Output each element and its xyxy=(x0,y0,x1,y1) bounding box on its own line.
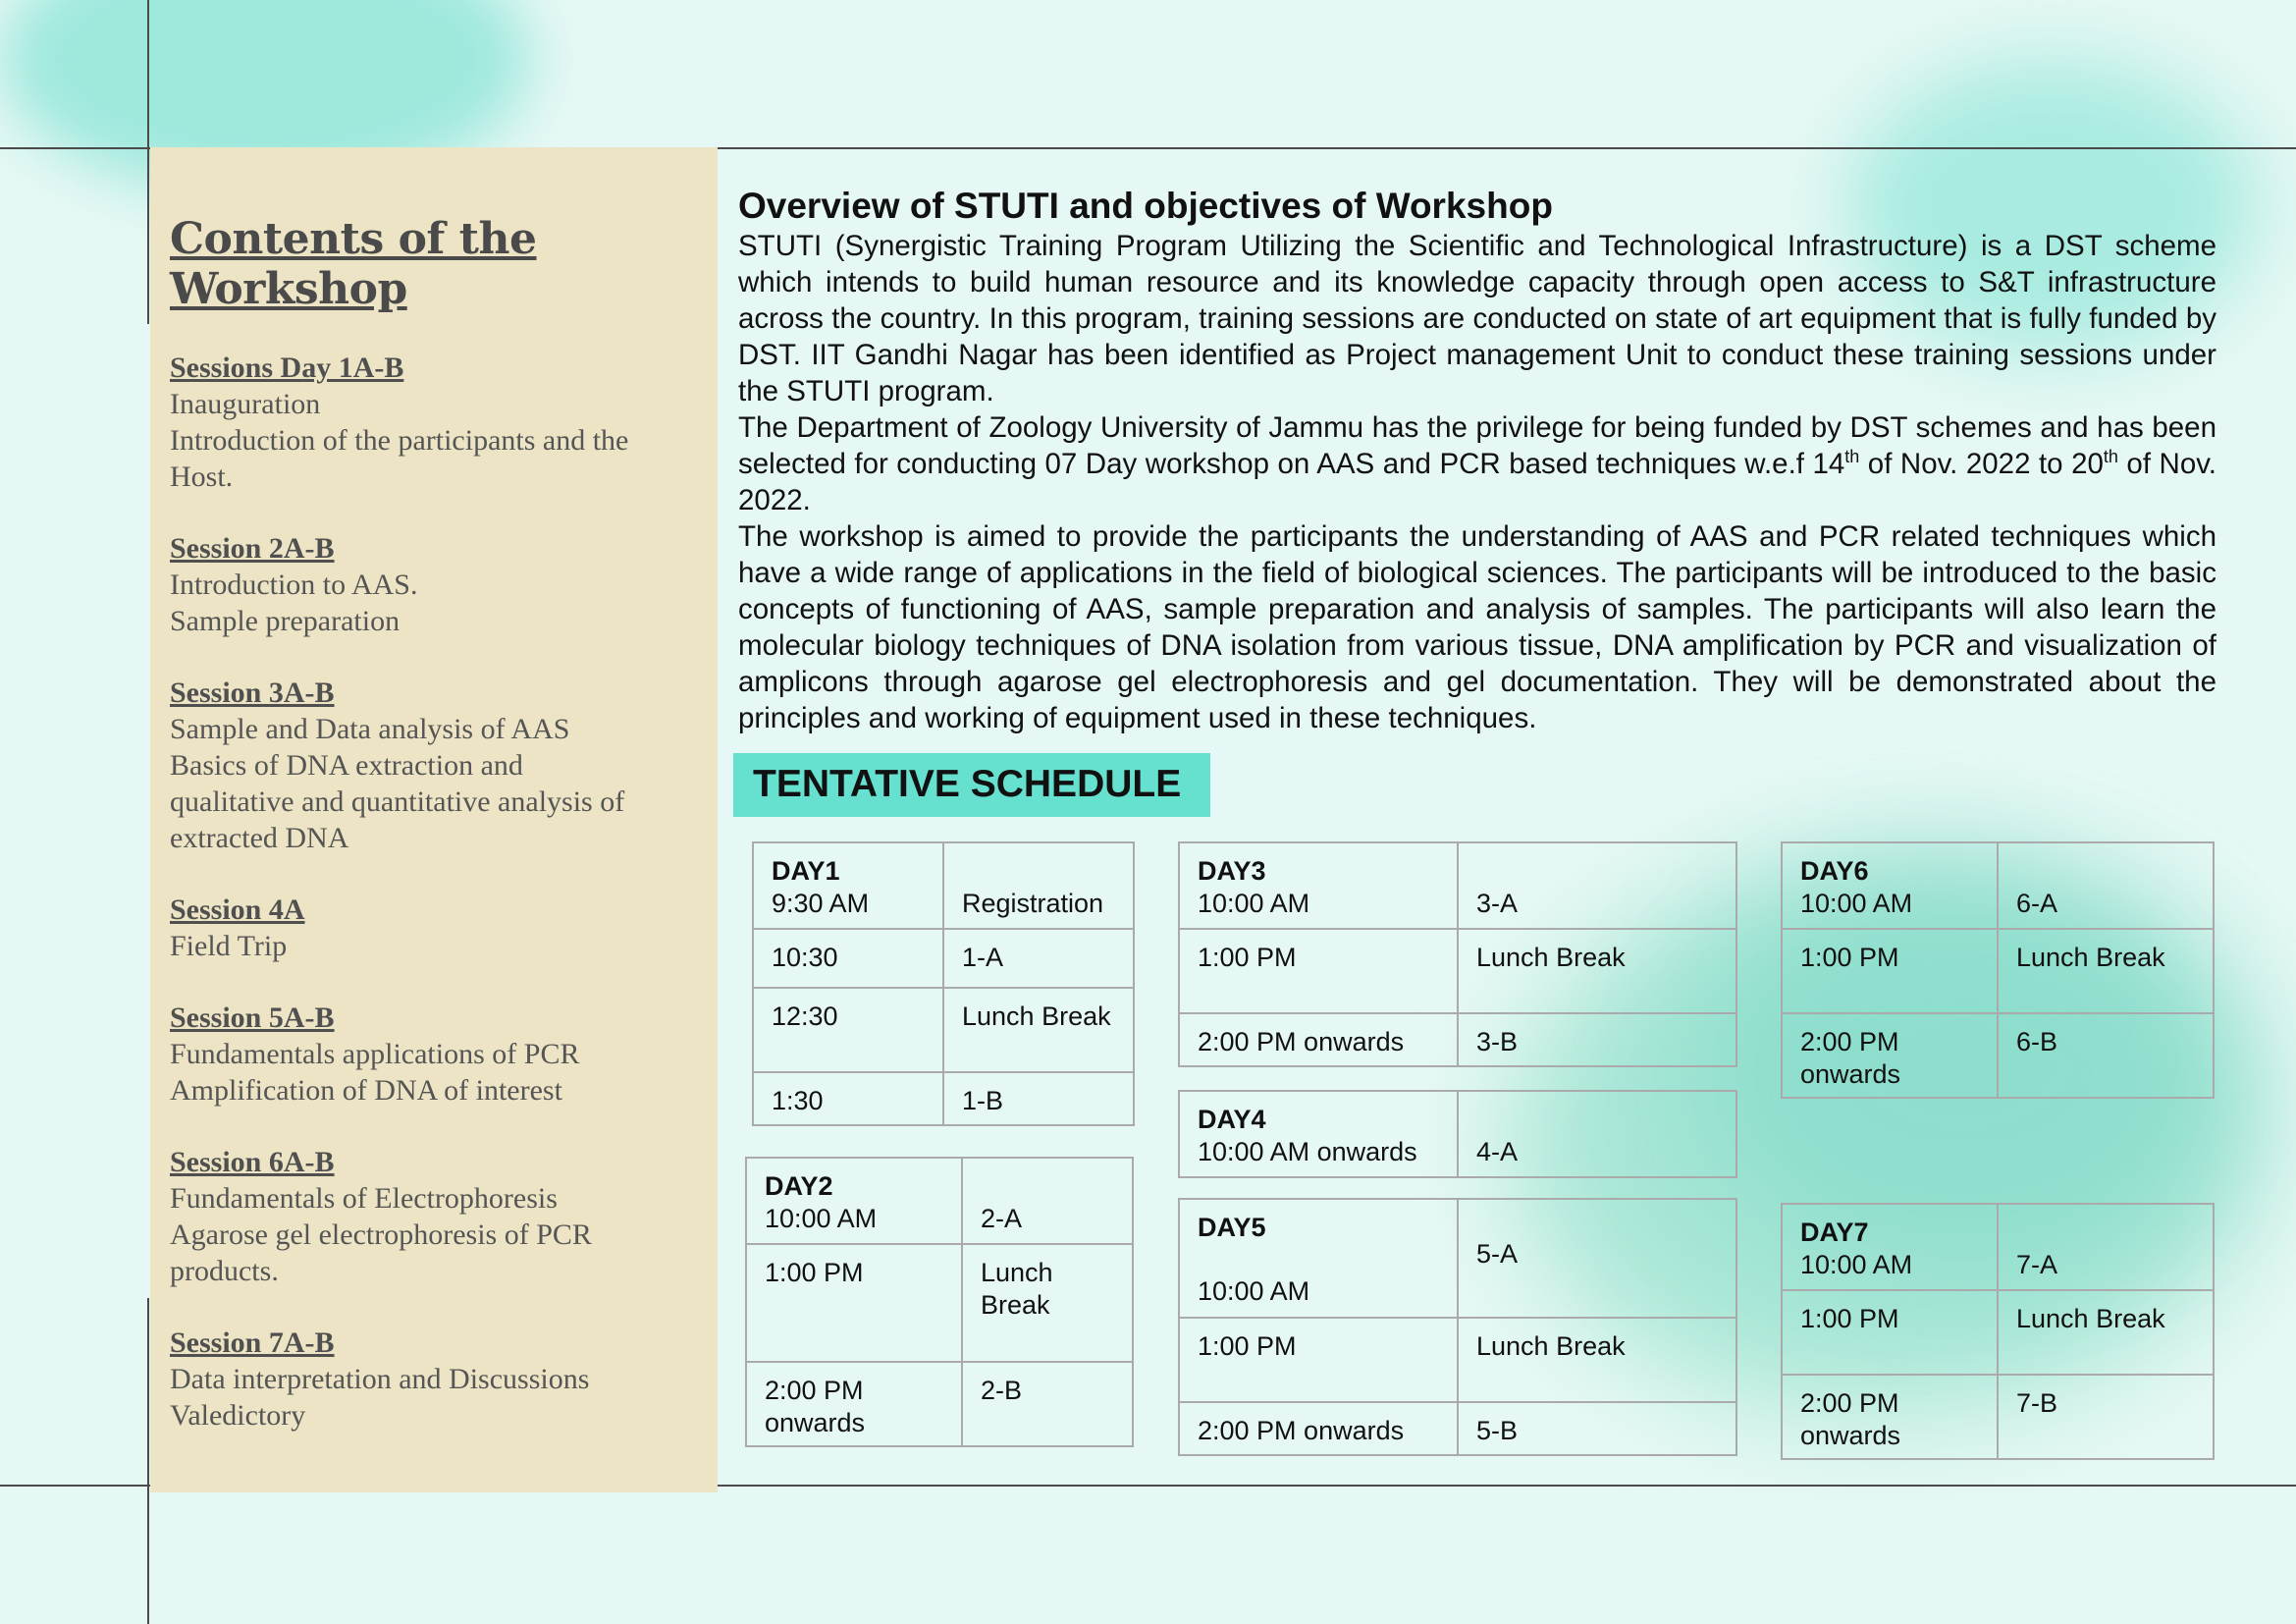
session-cell: Lunch Break xyxy=(943,988,1134,1072)
session-line: Agarose gel electrophoresis of PCR xyxy=(170,1218,592,1251)
session-cell: 7-B xyxy=(1998,1375,2214,1459)
overview-paragraph xyxy=(738,409,2216,518)
session-title: Session 5A-B xyxy=(170,1001,335,1034)
schedule-day7-table xyxy=(1781,1203,2215,1460)
schedule-day6-table xyxy=(1781,841,2215,1099)
table-row xyxy=(1179,1402,1736,1455)
paragraph-text: of Nov. 2022. xyxy=(738,448,2216,516)
session-block xyxy=(170,1144,718,1289)
session-block xyxy=(170,530,718,639)
table-row xyxy=(1179,842,1736,929)
divider-line xyxy=(147,0,149,324)
table-row xyxy=(1782,929,2214,1013)
time-cell: 2:00 PM onwards xyxy=(746,1362,962,1446)
session-cell: Lunch Break xyxy=(1458,929,1736,1013)
schedule-day3-table xyxy=(1178,841,1737,1067)
session-block xyxy=(170,1325,718,1434)
time-cell: 1:30 xyxy=(753,1072,943,1125)
session-cell xyxy=(962,1158,1133,1244)
contents-sidebar xyxy=(150,147,718,1492)
session-text: 5-A xyxy=(1476,1239,1519,1269)
session-block xyxy=(170,1000,718,1109)
table-row xyxy=(1179,1091,1736,1177)
time-cell xyxy=(1782,842,1998,929)
session-title: Sessions Day 1A-B xyxy=(170,352,404,384)
session-title: Session 4A xyxy=(170,893,305,926)
time-cell: 2:00 PM onwards xyxy=(1179,1402,1458,1455)
table-row xyxy=(753,1072,1134,1125)
session-line: Introduction of the participants and the xyxy=(170,424,629,457)
session-cell xyxy=(1458,842,1736,929)
superscript: th xyxy=(2103,447,2118,467)
session-cell: Lunch Break xyxy=(1458,1318,1736,1402)
session-line: Amplification of DNA of interest xyxy=(170,1074,562,1107)
time-cell xyxy=(1782,1204,1998,1290)
time-cell: 10:30 xyxy=(753,929,943,988)
session-cell xyxy=(1998,842,2214,929)
time-cell: 2:00 PM onwards xyxy=(1179,1013,1458,1066)
time-cell: 1:00 PM xyxy=(1179,1318,1458,1402)
session-block xyxy=(170,675,718,856)
schedule-day2-table xyxy=(745,1157,1134,1447)
time-cell: 1:00 PM xyxy=(1782,1290,1998,1375)
table-row xyxy=(746,1362,1133,1446)
session-line: extracted DNA xyxy=(170,822,349,854)
time-cell: 12:30 xyxy=(753,988,943,1072)
time-cell: 2:00 PM onwards xyxy=(1782,1375,1998,1459)
day-label: DAY5 xyxy=(1198,1213,1266,1242)
overview-section xyxy=(738,185,2216,736)
time-text: 10:00 AM xyxy=(1800,889,1913,918)
session-cell xyxy=(1998,1204,2214,1290)
paragraph-text: of Nov. 2022 to 20 xyxy=(1859,448,2104,480)
day-label: DAY4 xyxy=(1198,1105,1266,1134)
day-label: DAY7 xyxy=(1800,1218,1869,1247)
time-cell xyxy=(1179,1199,1458,1318)
time-cell xyxy=(753,842,943,929)
day-label: DAY2 xyxy=(765,1171,833,1201)
time-text: 10:00 AM xyxy=(1198,1276,1310,1306)
session-title: Session 6A-B xyxy=(170,1146,335,1178)
schedule-heading: TENTATIVE SCHEDULE xyxy=(733,753,1210,817)
table-row xyxy=(753,929,1134,988)
table-row xyxy=(1782,1013,2214,1098)
session-title: Session 2A-B xyxy=(170,532,335,565)
schedule-day1-table xyxy=(752,841,1135,1126)
time-cell xyxy=(1179,842,1458,929)
overview-paragraph: STUTI (Synergistic Training Program Utilizing the Scientific and Technological Infrastructure) is a DST scheme which intends to build human resource and its knowledge capacity through open access to S&T infrastructure across the country. In this program, training sessions are conducted on state of art equipment that is fully funded by DST. IIT Gandhi Nagar has been identified as Project management Unit to conduct these training sessions under the STUTI program. xyxy=(738,230,2216,407)
session-title: Session 7A-B xyxy=(170,1326,335,1359)
session-line: Sample preparation xyxy=(170,605,400,637)
session-line: Inauguration xyxy=(170,388,321,420)
session-cell xyxy=(1458,1091,1736,1177)
session-line: Fundamentals of Electrophoresis xyxy=(170,1182,558,1215)
session-text: 2-A xyxy=(981,1204,1023,1233)
session-line: Host. xyxy=(170,460,234,493)
session-cell: Lunch Break xyxy=(1998,1290,2214,1375)
session-cell: 1-B xyxy=(943,1072,1134,1125)
session-text: 7-A xyxy=(2016,1250,2058,1279)
table-row xyxy=(1179,1013,1736,1066)
overview-paragraph: The workshop is aimed to provide the participants the understanding of AAS and PCR related techniques which have a wide range of applications in the field of biological sciences. The participants will be introduced to the basic concepts of functioning of AAS, sample preparation and analysis of samples. The participants will also learn the molecular biology techniques of DNA isolation from various tissue, DNA amplification by PCR and visualization of amplicons through agarose gel electrophoresis and gel documentation. They will be demonstrated about the principles and working of equipment used in these techniques. xyxy=(738,520,2216,734)
table-row xyxy=(1782,842,2214,929)
table-row xyxy=(746,1244,1133,1362)
session-line: Basics of DNA extraction and xyxy=(170,749,523,782)
session-block xyxy=(170,350,718,495)
time-cell: 1:00 PM xyxy=(1179,929,1458,1013)
time-text: 10:00 AM xyxy=(1198,889,1310,918)
session-cell: 3-B xyxy=(1458,1013,1736,1066)
session-line: Valedictory xyxy=(170,1399,306,1432)
table-row xyxy=(1179,1199,1736,1318)
session-cell: 2-B xyxy=(962,1362,1133,1446)
session-text: 6-A xyxy=(2016,889,2058,918)
paragraph-text: The Department of Zoology University of Jammu has the privilege for being funded by DST schemes and has been selected for conducting 07 Day workshop on AAS and PCR based techniques w.e.f 14 xyxy=(738,411,2216,480)
superscript: th xyxy=(1844,447,1860,467)
session-line: products. xyxy=(170,1255,279,1287)
contents-title: Contents of the Workshop xyxy=(170,214,537,314)
session-cell: Lunch Break xyxy=(962,1244,1133,1362)
time-cell xyxy=(746,1158,962,1244)
session-line: Introduction to AAS. xyxy=(170,568,418,601)
day-label: DAY6 xyxy=(1800,856,1869,886)
session-line: Fundamentals applications of PCR xyxy=(170,1038,580,1070)
session-line: Data interpretation and Discussions xyxy=(170,1363,590,1395)
table-row xyxy=(1179,929,1736,1013)
table-row xyxy=(1782,1290,2214,1375)
session-line: qualitative and quantitative analysis of xyxy=(170,785,625,818)
session-cell: Lunch Break xyxy=(1998,929,2214,1013)
table-row xyxy=(1782,1375,2214,1459)
overview-heading: Overview of STUTI and objectives of Workshop xyxy=(738,186,1553,226)
divider-line xyxy=(147,1298,149,1624)
table-row xyxy=(753,988,1134,1072)
time-text: 9:30 AM xyxy=(772,889,870,918)
session-cell: 5-B xyxy=(1458,1402,1736,1455)
time-cell xyxy=(1179,1091,1458,1177)
day-label: DAY1 xyxy=(772,856,840,886)
session-line: Field Trip xyxy=(170,930,288,962)
session-text: Registration xyxy=(962,889,1104,918)
time-text: 10:00 AM xyxy=(1800,1250,1913,1279)
session-line: Sample and Data analysis of AAS xyxy=(170,713,570,745)
session-block xyxy=(170,892,718,964)
session-cell: 1-A xyxy=(943,929,1134,988)
table-row xyxy=(753,842,1134,929)
schedule-day4-table xyxy=(1178,1090,1737,1178)
session-cell: 6-B xyxy=(1998,1013,2214,1098)
table-row xyxy=(1782,1204,2214,1290)
time-cell: 2:00 PM onwards xyxy=(1782,1013,1998,1098)
schedule-day5-table xyxy=(1178,1198,1737,1456)
time-text: 10:00 AM xyxy=(765,1204,878,1233)
table-row xyxy=(1179,1318,1736,1402)
session-text: 3-A xyxy=(1476,889,1519,918)
time-cell: 1:00 PM xyxy=(746,1244,962,1362)
session-cell xyxy=(943,842,1134,929)
time-cell: 1:00 PM xyxy=(1782,929,1998,1013)
session-text: 4-A xyxy=(1476,1137,1519,1166)
table-row xyxy=(746,1158,1133,1244)
day-label: DAY3 xyxy=(1198,856,1266,886)
session-cell xyxy=(1458,1199,1736,1318)
session-title: Session 3A-B xyxy=(170,677,335,709)
time-text: 10:00 AM onwards xyxy=(1198,1137,1417,1166)
